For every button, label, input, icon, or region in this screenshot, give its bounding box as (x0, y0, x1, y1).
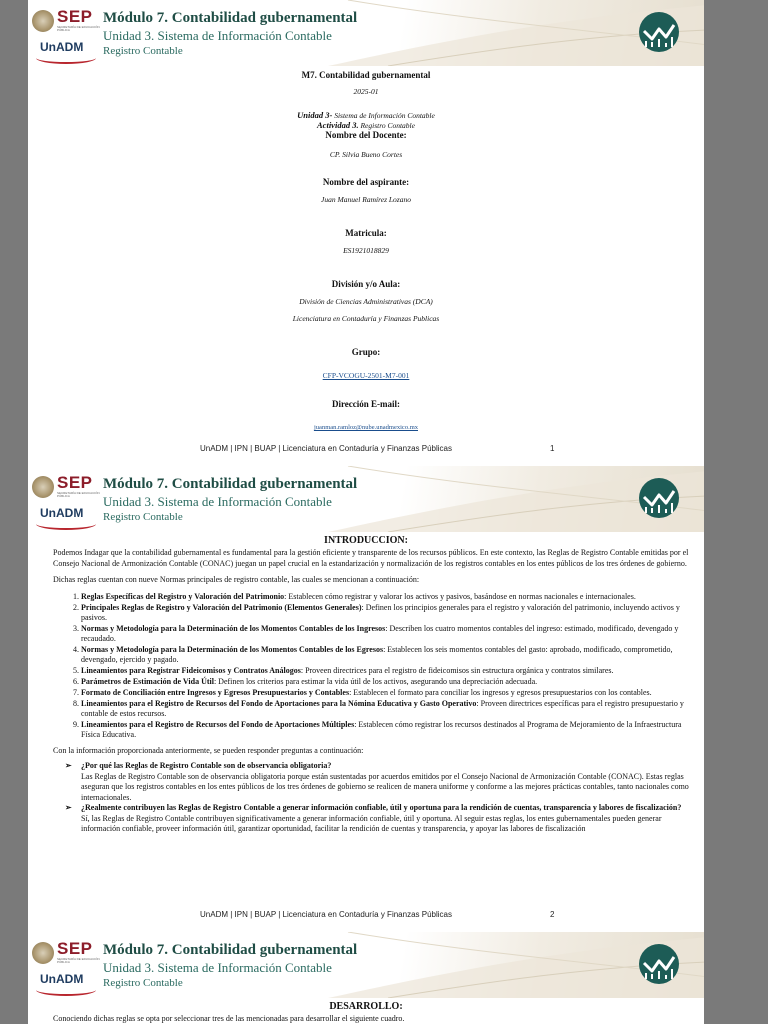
sep-logo: SEP SECRETARÍA DE EDUCACIÓN PÚBLICA (32, 940, 96, 966)
page-number: 1 (550, 444, 555, 453)
page-2: SEP SECRETARÍA DE EDUCACIÓN PÚBLICA UnADM Módulo 7. Contabilidad gubernamental Unidad 3. Sistema de Información Contable Registro Contable INTRODUCCION: Podemos Indagar que la contabilidad gubernamental es fundamental para la gestión eficiente y transparente de los recursos públicos. En este contexto, las Reglas de Registro Contable emitidas por el Consejo Nacional de Armonización Contable (CONAC) juegan un papel crucial en la estandarización y normalización de los registros contables en los entes públicos de los tres órdenes de gobierno. Dichas reglas cuentan con nueve Normas principales de registro contable, las cuales se mencionan a continuación: 1. Reglas Específicas del Registro y Valoración del Patrimonio: Establecen cómo registrar y valorar los activos y pasivos, basándose en normas nacionales e internacionales. 2. Principales Reglas de Registro y Valoración del Patrimonio (Elementos Generales): Definen los principios generales para el registro y valoración del patrimonio, incluyendo activos y pasivos. 3. Normas y Metodología para la Determinación de los Momentos Contables de los Ingresos: Describen los cuatro momentos contables del ingreso: estimado, modificado, devengado y recaudado. 4. Normas y Metodología para la Determinación de los Momentos Contables de los Egresos: Establecen los seis momentos contables del gasto: aprobado, modificado, comprometido, devengado, ejercido y pagado. 5. Lineamientos para Registrar Fideicomisos y Contratos Análogos: Proveen directrices para el registro de fideicomisos sin estructura orgánica y contratos similares. 6. Parámetros de Estimación de Vida Útil: Definen los criterios para estimar la vida útil de los activos, asegurando una depreciación adecuada. 7. Formato de Conciliación entre Ingresos y Egresos Presupuestarios y Contables: Establecen el formato para conciliar los ingresos y egresos presupuestarios con los contables. 8. Lineamientos para el Registro de Recursos del Fondo de Aportaciones para la Nómina Educativa y Gasto Operativo: Proveen directrices específicas para el registro presupuestario y contable de estos recursos. 9. Lineamientos para el Registro de Recursos del Fondo de Aportaciones Múltiples: Establecen cómo registrar los recursos destinados al Programa de Mejoramiento de la Infraestructura Física Educativa. Con la información proporcionada anteriormente, se pueden responder preguntas a continuación: ➢ ¿Por qué las Reglas de Registro Contable son de observancia obligatoria? Las Reglas de Registro Contable son de observancia obligatoria porque están sustentadas por acuerdos emitidos por el Consejo Nacional de Armonización Contable (CONAC). Estas reglas aseguran que los registros contables en los entes públicos de los tres órdenes de gobierno se realicen de manera uniforme y conforme a las mejores prácticas contables, tanto nacionales como internacionales. ➢ ¿Realmente contribuyen las Reglas de Registro Contable a generar información confiable, útil y oportuna para la rendición de cuentas, transparencia y labores de fiscalización? Sí, las Reglas de Registro Contable contribuyen significativamente a generar información confiable, útil y oportuna. Al seguir estas reglas, los entes gubernamentales pueden generar información confiable, proveer información útil, garantizar oportunidad, facilitar la rendición de cuentas y transparencia, y apoyar las labores de fiscalización UnADM | IPN | BUAP | Licenciatura en Contaduría y Finanzas Públicas 2 (28, 466, 704, 932)
activity-subtitle: Registro Contable (103, 977, 183, 989)
student-label: Nombre del aspirante: (322, 177, 410, 187)
program-name: Licenciatura en Contaduría y Finanzas Publicas (292, 314, 440, 323)
email-link[interactable]: juanman.ramloz@nube.unadmexico.mx (314, 424, 418, 431)
intro-paragraph-3: Con la información proporcionada anteriormente, se pueden responder preguntas a continuación: (53, 745, 364, 755)
sep-logo: SEP SECRETARÍA DE EDUCACIÓN PÚBLICA (32, 474, 96, 500)
answer-2: Sí, las Reglas de Registro Contable contribuyen significativamente a generar información confiable, útil y oportuna. Al seguir estas reglas, los entes gubernamentales pueden generar información confiable, proveer información útil, garantizar oportunidad, facilitar la rendición de cuentas y transparencia, y apoyar las labores de fiscalización (81, 813, 662, 833)
seal-icon (32, 476, 54, 498)
activity-subtitle: Registro Contable (103, 511, 183, 523)
division-label: División y/o Aula: (331, 279, 401, 289)
activity-subtitle: Registro Contable (103, 45, 183, 57)
list-item (53, 761, 701, 772)
arrow-bullet-icon: ➢ (65, 803, 72, 812)
division-name: División de Ciencias Administrativas (DCA) (299, 297, 433, 306)
course-name: M7. Contabilidad gubernamental (301, 70, 431, 80)
unadm-logo: UnADM (36, 970, 102, 994)
answer-1: Las Reglas de Registro Contable son de observancia obligatoria porque están sustentadas por acuerdos emitidos por el Consejo Nacional de Armonización Contable (CONAC). Estas reglas aseguran que los registros contables en los entes públicos de los tres órdenes de gobierno se realicen de manera uniforme y conforme a las mejores prácticas contables, tanto nacionales como internacionales. (81, 771, 689, 802)
list-item: 6. Parámetros de Estimación de Vida Útil: Definen los criterios para estimar la vida útil de los activos, asegurando una depreciación adecuada. (81, 677, 701, 687)
page-3 (28, 932, 704, 1024)
norms-list (53, 592, 701, 740)
unit-title: Unidad 3. Sistema de Información Contable (103, 960, 332, 975)
group-link[interactable]: CFP-VCOGU-2501-M7-001 (322, 371, 410, 380)
question-2: ¿Realmente contribuyen las Reglas de Registro Contable a generar información confiable, útil y oportuna para la rendición de cuentas, transparencia y labores de fiscalización? (81, 803, 682, 812)
list-item: 7. Formato de Conciliación entre Ingresos y Egresos Presupuestarios y Contables: Establecen el formato para conciliar los ingresos y egresos presupuestarios con los contables. (81, 688, 701, 698)
page-header (28, 932, 704, 998)
activity-line: Actividad 3. Registro Contable (317, 120, 415, 130)
student-id: ES1921018829 (343, 246, 389, 255)
intro-paragraph-2: Dichas reglas cuentan con nueve Normas principales de registro contable, las cuales se mencionan a continuación: (53, 575, 420, 584)
seal-icon (32, 10, 54, 32)
questions-list (53, 761, 701, 772)
unit-line: Unidad 3- Sistema de Información Contable (297, 110, 435, 120)
sep-logo: SEP SECRETARÍA DE EDUCACIÓN PÚBLICA (32, 8, 96, 34)
intro-body (53, 548, 701, 835)
list-item (53, 803, 701, 814)
page-header (28, 0, 704, 66)
list-item: 8. Lineamientos para el Registro de Recursos del Fondo de Aportaciones para la Nómina Educativa y Gasto Operativo: Proveen directrices específicas para el registro presupuestario y contable de estos recursos. (81, 699, 701, 719)
intro-paragraph-1: Podemos Indagar que la contabilidad gubernamental es fundamental para la gestión eficiente y transparente de los recursos públicos. En este contexto, las Reglas de Registro Contable emitidas por el Consejo Nacional de Armonización Contable (CONAC) juegan un papel crucial en la estandarización y normalización de los registros contables en los entes públicos de los tres órdenes de gobierno. (53, 548, 689, 568)
teacher-name: CP. Silvia Bueno Cortes (329, 150, 403, 159)
desarrollo-heading: DESARROLLO: (329, 1001, 403, 1012)
list-item: 1. Reglas Específicas del Registro y Valoración del Patrimonio: Establecen cómo registrar y valorar los activos y pasivos, basándose en normas nacionales e internacionales. (81, 592, 701, 602)
list-item: 9. Lineamientos para el Registro de Recursos del Fondo de Aportaciones Múltiples: Establecen cómo registrar los recursos destinados al Programa de Mejoramiento de la Infraestructura Física Educativa. (81, 720, 701, 740)
questions-list (53, 803, 701, 814)
unadm-logo: UnADM (36, 504, 102, 528)
seal-icon (32, 942, 54, 964)
group-label: Grupo: (351, 347, 381, 357)
chart-logo-icon (638, 477, 680, 519)
page-1: SEP SECRETARÍA DE EDUCACIÓN PÚBLICA UnADM Módulo 7. Contabilidad gubernamental Unidad 3. Sistema de Información Contable Registro Contable M7. Contabilidad gubernamental 2025-01 Unidad 3- Sistema de Información Contable Actividad 3. Registro Contable Nombre del Docente: CP. Silvia Bueno Cortes Nombre del aspirante: Juan Manuel Ramírez Lozano Matricula: ES1921018829 División y/o Aula: División de Ciencias Administrativas (DCA) Licenciatura en Contaduría y Finanzas Publicas Grupo: CFP-VCOGU-2501-M7-001 Dirección E-mail: juanman.ramloz@nube.unadmexico.mx UnADM | IPN | BUAP | Licenciatura en Contaduría y Finanzas Públicas 1 (28, 0, 704, 466)
intro-heading: INTRODUCCION: (324, 535, 408, 546)
chart-logo-icon (638, 11, 680, 53)
module-title: Módulo 7. Contabilidad gubernamental (103, 10, 358, 26)
unadm-logo: UnADM (36, 38, 102, 62)
list-item: 4. Normas y Metodología para la Determinación de los Momentos Contables de los Egresos: Establecen los seis momentos contables del gasto: aprobado, modificado, comprometido, devengado, ejercido y pagado. (81, 645, 701, 665)
arrow-bullet-icon: ➢ (65, 761, 72, 770)
list-item: 3. Normas y Metodología para la Determinación de los Momentos Contables de los Ingresos: Describen los cuatro momentos contables del ingreso: estimado, modificado, devengado y recaudado. (81, 624, 701, 644)
page-header (28, 466, 704, 532)
question-1: ¿Por qué las Reglas de Registro Contable son de observancia obligatoria? (81, 761, 332, 770)
id-label: Matricula: (345, 228, 387, 238)
list-item: 5. Lineamientos para Registrar Fideicomisos y Contratos Análogos: Proveen directrices para el registro de fideicomisos sin estructura orgánica y contratos similares. (81, 666, 701, 676)
unit-title: Unidad 3. Sistema de Información Contable (103, 494, 332, 509)
page-number: 2 (550, 910, 555, 919)
list-item: 2. Principales Reglas de Registro y Valoración del Patrimonio (Elementos Generales): Definen los principios generales para el registro y valoración del patrimonio, incluyendo activos y pasivos. (81, 603, 701, 623)
module-title: Módulo 7. Contabilidad gubernamental (103, 942, 358, 958)
period: 2025-01 (353, 87, 379, 96)
desarrollo-paragraph: Conociendo dichas reglas se opta por seleccionar tres de las mencionadas para desarrollar el siguiente cuadro. (53, 1014, 405, 1023)
teacher-label: Nombre del Docente: (325, 130, 407, 140)
chart-logo-icon (638, 943, 680, 985)
email-label: Dirección E-mail: (331, 399, 401, 409)
module-title: Módulo 7. Contabilidad gubernamental (103, 476, 358, 492)
student-name: Juan Manuel Ramírez Lozano (321, 195, 411, 204)
unit-title: Unidad 3. Sistema de Información Contable (103, 28, 332, 43)
